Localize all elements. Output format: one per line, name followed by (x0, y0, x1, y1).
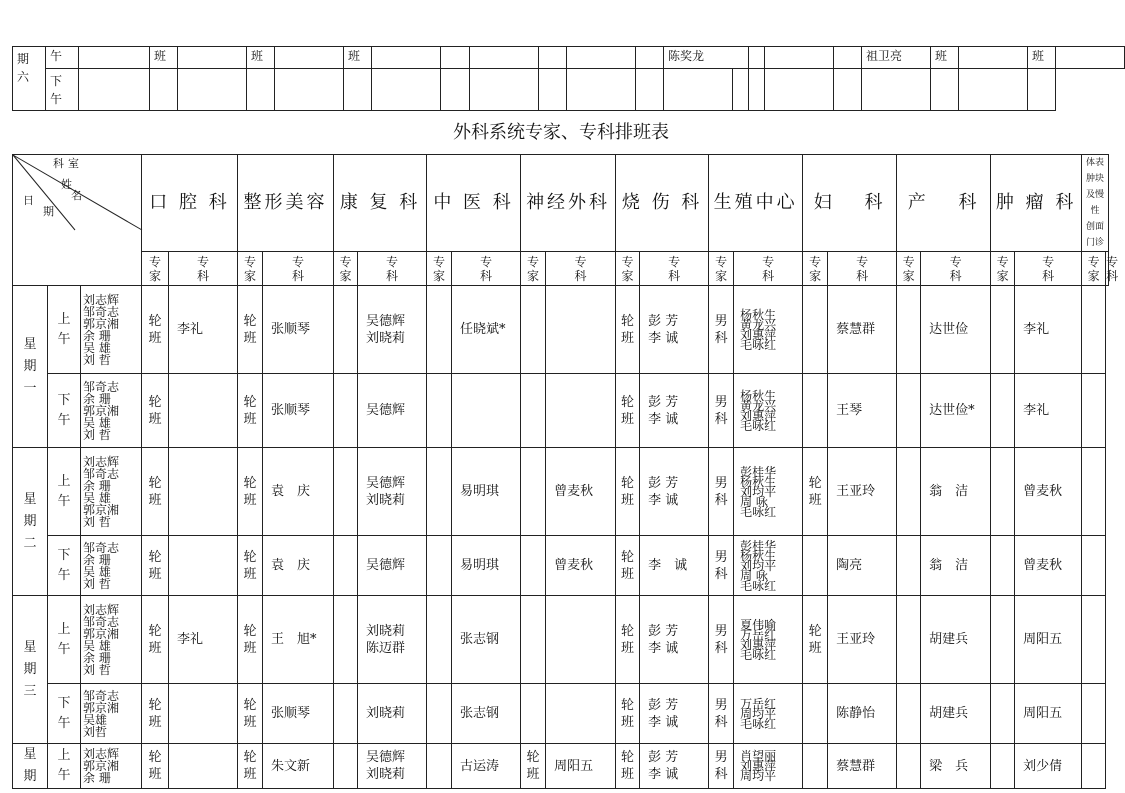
corner-xing-label: 姓 名 (61, 178, 82, 202)
wound-special (1082, 286, 1106, 374)
rehab-expert: 袁 庆 (263, 448, 334, 536)
tcm-experts: 刘晓莉 陈迈群 (358, 596, 427, 684)
gyn-special (803, 286, 828, 374)
dept-header-3: 中 医 科 (427, 155, 521, 252)
half-day-label: 上 午 (48, 286, 81, 374)
neuro-expert (452, 374, 521, 448)
obs-special (897, 286, 921, 374)
top-zu-weiliang-cell: 祖卫亮 (862, 47, 931, 69)
rehab-special (334, 448, 358, 536)
burn-expert (546, 286, 616, 374)
tcm-experts: 吴德辉 (358, 536, 427, 596)
neuro-expert: 易明琪 (452, 536, 521, 596)
onco-special (991, 536, 1015, 596)
rehab-expert: 朱文新 (263, 744, 334, 789)
special-header: 专 科 (1106, 252, 1109, 286)
obs-special (897, 448, 921, 536)
onco-expert: 梁 兵 (921, 744, 991, 789)
corner-ri-label: 日 期 (23, 194, 54, 218)
gyn-experts: 杨秋生 黄龙兴 刘惠萍 毛咏红 (734, 286, 803, 374)
neuro-special: 轮 班 (521, 744, 546, 789)
gyn-special (803, 374, 828, 448)
burn-special: 轮 班 (616, 744, 640, 789)
day-label: 星 期 (13, 744, 48, 789)
gyn-special (803, 744, 828, 789)
schedule-row (13, 448, 1109, 536)
wound-expert: 李礼 (1015, 374, 1082, 448)
gyn-special: 轮 班 (803, 448, 828, 536)
dept-header-4: 神经外科 (521, 155, 616, 252)
half-day-label: 下 午 (48, 374, 81, 448)
neuro-expert: 易明琪 (452, 448, 521, 536)
onco-expert: 胡建兵 (921, 596, 991, 684)
wound-expert: 刘少倩 (1015, 744, 1082, 789)
day-label: 星 期 二 (13, 448, 48, 596)
oral-experts: 邹奇志 余 珊 吴 雄 刘 哲 (81, 536, 142, 596)
burn-special: 轮 班 (616, 448, 640, 536)
half-day-label: 上 午 (48, 744, 81, 789)
obs-expert: 陶亮 (828, 536, 897, 596)
obs-expert: 蔡慧群 (828, 744, 897, 789)
day-label: 星 期 一 (13, 286, 48, 448)
plastic-expert (169, 744, 238, 789)
plastic-special: 轮 班 (238, 744, 263, 789)
neuro-special (521, 684, 546, 744)
repro-special: 男 科 (709, 744, 734, 789)
plastic-special: 轮 班 (238, 448, 263, 536)
plastic-special: 轮 班 (238, 596, 263, 684)
expert-header: 专 家 (521, 252, 546, 286)
repro-experts: 彭 芳 李 诚 (640, 596, 709, 684)
top-schedule-table (12, 46, 1125, 111)
plastic-special: 轮 班 (238, 286, 263, 374)
wound-special (1082, 448, 1106, 536)
dept-header-6: 生殖中心 (709, 155, 803, 252)
half-day-label: 下 午 (48, 684, 81, 744)
schedule-title: 外科系统专家、专科排班表 (453, 122, 669, 143)
special-header: 专 科 (1015, 252, 1082, 286)
dept-header-9: 肿 瘤 科 (991, 155, 1082, 252)
special-header: 专 科 (828, 252, 897, 286)
half-day-label: 下 午 (48, 536, 81, 596)
special-header: 专 科 (640, 252, 709, 286)
repro-experts: 彭 芳 李 诚 (640, 684, 709, 744)
onco-expert: 达世俭 (921, 286, 991, 374)
expert-header: 专 家 (334, 252, 358, 286)
oral-experts: 邹奇志 郭京湘 吴雄 刘哲 (81, 684, 142, 744)
tcm-experts: 吴德辉 (358, 374, 427, 448)
repro-special: 男 科 (709, 448, 734, 536)
onco-special (991, 448, 1015, 536)
plastic-expert: 李礼 (169, 596, 238, 684)
oral-experts: 邹奇志 余 珊 郭京湘 吴 雄 刘 哲 (81, 374, 142, 448)
onco-expert: 达世俭* (921, 374, 991, 448)
repro-special: 男 科 (709, 286, 734, 374)
special-header: 专 科 (921, 252, 991, 286)
schedule-row (13, 596, 1109, 684)
oral-special: 轮 班 (142, 684, 169, 744)
repro-experts: 彭 芳 李 诚 (640, 286, 709, 374)
plastic-special: 轮 班 (238, 684, 263, 744)
neuro-special (521, 536, 546, 596)
top-pm-label: 下午 (46, 69, 79, 111)
expert-header: 专 家 (427, 252, 452, 286)
burn-special: 轮 班 (616, 596, 640, 684)
onco-expert: 翁 洁 (921, 536, 991, 596)
oral-special: 轮 班 (142, 596, 169, 684)
top-ban-3: 班 (344, 47, 372, 69)
expert-header: 专 家 (238, 252, 263, 286)
top-ban-1: 班 (150, 47, 178, 69)
tcm-special (427, 744, 452, 789)
rehab-expert: 张顺琴 (263, 684, 334, 744)
dept-header-8: 产 科 (897, 155, 991, 252)
special-header: 专 科 (546, 252, 616, 286)
wound-special (1082, 744, 1106, 789)
rehab-expert: 王 旭* (263, 596, 334, 684)
rehab-expert: 张顺琴 (263, 374, 334, 448)
gyn-special (803, 536, 828, 596)
wound-expert: 李礼 (1015, 286, 1082, 374)
oral-experts: 刘志辉 邹奇志 余 珊 吴 雄 郭京湘 刘 哲 (81, 448, 142, 536)
tcm-special (427, 448, 452, 536)
schedule-row (13, 374, 1109, 448)
onco-special (991, 744, 1015, 789)
dept-header-7: 妇 科 (803, 155, 897, 252)
wound-expert: 曾麦秋 (1015, 448, 1082, 536)
burn-expert: 曾麦秋 (546, 448, 616, 536)
surgery-schedule-table (12, 154, 1119, 789)
neuro-expert: 古运涛 (452, 744, 521, 789)
saturday-label-text: 期六 (17, 52, 30, 84)
rehab-special (334, 684, 358, 744)
corner-ke-label: 科室 (53, 157, 83, 170)
burn-expert (546, 684, 616, 744)
schedule-row (13, 286, 1109, 374)
oral-special: 轮 班 (142, 286, 169, 374)
half-day-label: 上 午 (48, 448, 81, 536)
neuro-expert: 张志钢 (452, 596, 521, 684)
rehab-special (334, 596, 358, 684)
tcm-special (427, 684, 452, 744)
rehab-special (334, 536, 358, 596)
oral-experts: 刘志辉 邹奇志 郭京湘 吴 雄 余 珊 刘 哲 (81, 596, 142, 684)
neuro-special (521, 374, 546, 448)
wound-special (1082, 374, 1106, 448)
repro-experts: 彭 芳 李 诚 (640, 744, 709, 789)
obs-special (897, 684, 921, 744)
obs-special (897, 744, 921, 789)
obs-expert: 王琴 (828, 374, 897, 448)
dept-header-2: 康 复 科 (334, 155, 427, 252)
special-header: 专 科 (169, 252, 238, 286)
gyn-experts: 夏伟喻 万岳红 刘惠萍 毛咏红 (734, 596, 803, 684)
wound-special (1082, 684, 1106, 744)
obs-expert: 陈静怡 (828, 684, 897, 744)
plastic-expert: 李礼 (169, 286, 238, 374)
rehab-expert: 袁 庆 (263, 536, 334, 596)
top-chen-jianglong: 陈奖龙 (664, 47, 749, 69)
repro-special: 男 科 (709, 596, 734, 684)
repro-experts: 李 诚 (640, 536, 709, 596)
expert-header: 专 家 (803, 252, 828, 286)
schedule-row (13, 536, 1109, 596)
wound-expert: 周阳五 (1015, 684, 1082, 744)
schedule-row (13, 684, 1109, 744)
burn-special: 轮 班 (616, 684, 640, 744)
plastic-expert (169, 684, 238, 744)
rehab-special (334, 744, 358, 789)
rehab-special (334, 286, 358, 374)
schedule-row (13, 744, 1109, 789)
plastic-expert (169, 536, 238, 596)
onco-special (991, 596, 1015, 684)
onco-special (991, 286, 1015, 374)
oral-experts: 刘志辉 郭京湘 余 珊 (81, 744, 142, 789)
top-ban-5: 班 (1028, 47, 1056, 69)
expert-header: 专 家 (142, 252, 169, 286)
half-day-label: 上 午 (48, 596, 81, 684)
repro-special: 男 科 (709, 536, 734, 596)
rehab-special (334, 374, 358, 448)
onco-special (991, 684, 1015, 744)
dept-header-0: 口 腔 科 (142, 155, 238, 252)
dept-header-wound: 体表肿块及慢性 创面门诊 (1082, 155, 1109, 252)
wound-expert: 曾麦秋 (1015, 536, 1082, 596)
gyn-experts: 彭桂华 杨秋生 刘均平 周 咏 毛咏红 (734, 536, 803, 596)
burn-special: 轮 班 (616, 374, 640, 448)
repro-experts: 彭 芳 李 诚 (640, 448, 709, 536)
obs-special (897, 536, 921, 596)
tcm-special (427, 596, 452, 684)
tcm-experts: 吴德辉 刘晓莉 (358, 286, 427, 374)
burn-special: 轮 班 (616, 286, 640, 374)
neuro-expert: 任晓斌* (452, 286, 521, 374)
obs-expert: 王亚玲 (828, 596, 897, 684)
special-header: 专 科 (734, 252, 803, 286)
top-ban-4: 班 (931, 47, 959, 69)
obs-expert: 王亚玲 (828, 448, 897, 536)
oral-special: 轮 班 (142, 536, 169, 596)
onco-special (991, 374, 1015, 448)
neuro-expert: 张志钢 (452, 684, 521, 744)
burn-expert (546, 596, 616, 684)
tcm-experts: 刘晓莉 (358, 684, 427, 744)
burn-expert (546, 374, 616, 448)
dept-header-1: 整形美容 (238, 155, 334, 252)
oral-special: 轮 班 (142, 744, 169, 789)
obs-special (897, 596, 921, 684)
obs-expert: 蔡慧群 (828, 286, 897, 374)
onco-expert: 胡建兵 (921, 684, 991, 744)
header-corner (13, 155, 142, 286)
plastic-special: 轮 班 (238, 374, 263, 448)
wound-expert: 周阳五 (1015, 596, 1082, 684)
dept-header-5: 烧 伤 科 (616, 155, 709, 252)
repro-special: 男 科 (709, 374, 734, 448)
repro-experts: 彭 芳 李 诚 (640, 374, 709, 448)
onco-expert: 翁 洁 (921, 448, 991, 536)
gyn-special (803, 684, 828, 744)
tcm-special (427, 286, 452, 374)
special-header: 专 科 (358, 252, 427, 286)
wound-special (1082, 596, 1106, 684)
gyn-experts: 肖望丽 刘惠萍 周均平 (734, 744, 803, 789)
expert-header: 专 家 (709, 252, 734, 286)
repro-special: 男 科 (709, 684, 734, 744)
burn-special: 轮 班 (616, 536, 640, 596)
plastic-expert (169, 448, 238, 536)
tcm-experts: 吴德辉 刘晓莉 (358, 448, 427, 536)
wound-special (1082, 536, 1106, 596)
plastic-special: 轮 班 (238, 536, 263, 596)
expert-header: 专 家 (1082, 252, 1106, 286)
plastic-expert (169, 374, 238, 448)
tcm-experts: 吴德辉 刘晓莉 (358, 744, 427, 789)
burn-expert: 曾麦秋 (546, 536, 616, 596)
day-label: 星 期 三 (13, 596, 48, 744)
top-ban-2: 班 (247, 47, 275, 69)
gyn-experts: 杨秋生 黄龙兴 刘惠萍 毛咏红 (734, 374, 803, 448)
burn-expert: 周阳五 (546, 744, 616, 789)
tcm-special (427, 536, 452, 596)
oral-experts: 刘志辉 邹奇志 郭京湘 余 珊 吴 雄 刘 哲 (81, 286, 142, 374)
neuro-special (521, 448, 546, 536)
oral-special: 轮 班 (142, 448, 169, 536)
expert-header: 专 家 (991, 252, 1015, 286)
tcm-special (427, 374, 452, 448)
gyn-experts: 彭桂华 杨秋生 刘均平 周 咏 毛咏红 (734, 448, 803, 536)
gyn-experts: 万岳红 周均平 毛咏红 (734, 684, 803, 744)
expert-header: 专 家 (616, 252, 640, 286)
special-header: 专 科 (452, 252, 521, 286)
gyn-special: 轮 班 (803, 596, 828, 684)
oral-special: 轮 班 (142, 374, 169, 448)
top-am-label: 午 (46, 47, 79, 69)
expert-header: 专 家 (897, 252, 921, 286)
rehab-expert: 张顺琴 (263, 286, 334, 374)
neuro-special (521, 286, 546, 374)
obs-special (897, 374, 921, 448)
special-header: 专 科 (263, 252, 334, 286)
neuro-special (521, 596, 546, 684)
saturday-label (13, 47, 46, 111)
